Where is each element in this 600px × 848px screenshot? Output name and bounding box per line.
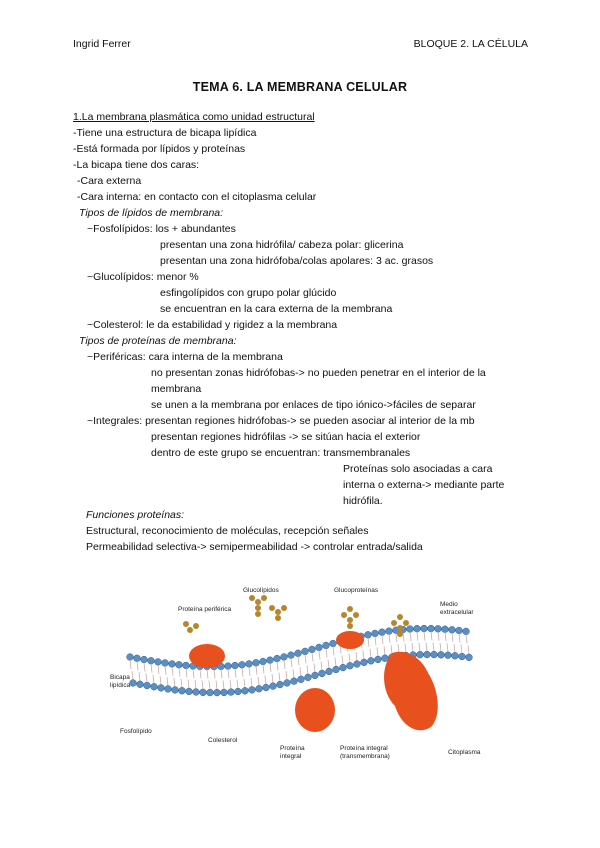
phospholipid-head — [193, 689, 200, 696]
phospholipid-head — [242, 687, 249, 694]
phospholipid-tail — [445, 632, 448, 652]
phospholipid-head — [165, 686, 172, 693]
phospholipid-tail — [144, 663, 147, 683]
phospholipid-head — [340, 664, 347, 671]
phospholipid-head — [375, 656, 382, 663]
label-glucolipidos: Glucolípidos — [243, 587, 279, 594]
glycoprotein-protein — [336, 631, 364, 649]
label-extracelular: extracelular — [440, 609, 474, 616]
phospholipid-head — [438, 651, 445, 658]
phospholipid-head — [435, 625, 442, 632]
phospholipid-head — [424, 651, 431, 658]
phospholipid-head — [274, 655, 281, 662]
label-proteina-integral: Proteína integral — [340, 745, 388, 752]
header-block: BLOQUE 2. LA CÉLULA — [413, 38, 528, 50]
phospholipid-head — [452, 652, 459, 659]
label-proteina: Proteína — [280, 745, 305, 752]
section-heading: 1.La membrana plasmática como unidad estructural — [73, 111, 315, 123]
phospholipid-tail — [417, 632, 420, 652]
phospholipid-head — [179, 687, 186, 694]
phospholipid-head — [134, 655, 141, 662]
label-integral: integral — [280, 753, 302, 760]
text-line: Proteínas solo asociadas a cara — [343, 463, 493, 475]
phospholipid-tail — [319, 650, 322, 670]
phospholipid-head — [288, 652, 295, 659]
phospholipid-head — [309, 646, 316, 653]
subheading-lipids: Tipos de lípidos de membrana: — [79, 207, 224, 219]
phospholipid-tail — [424, 632, 427, 652]
phospholipid-head — [158, 684, 165, 691]
text-line: -Está formada por lípidos y proteínas — [73, 143, 246, 155]
phospholipid-head — [459, 653, 466, 660]
phospholipid-head — [221, 689, 228, 696]
phospholipid-head — [323, 642, 330, 649]
phospholipid-head — [137, 681, 144, 688]
label-fosfolipido: Fosfolípido — [120, 728, 152, 735]
phospholipid-tail — [165, 666, 168, 686]
phospholipid-tail — [298, 656, 301, 676]
phospholipid-head — [253, 659, 260, 666]
phospholipid-head — [382, 655, 389, 662]
phospholipid-tail — [270, 663, 273, 683]
phospholipid-head — [414, 625, 421, 632]
phospholipid-head — [386, 628, 393, 635]
phospholipid-tail — [172, 667, 175, 687]
phospholipid-tail — [179, 668, 182, 688]
phospholipid-head — [235, 688, 242, 695]
label-colesterol: Colesterol — [208, 737, 238, 744]
phospholipid-head — [442, 626, 449, 633]
phospholipid-head — [200, 689, 207, 696]
phospholipid-tail — [410, 632, 413, 652]
subheading-functions: Funciones proteínas: — [86, 509, 185, 521]
phospholipid-head — [183, 662, 190, 669]
phospholipid-head — [127, 654, 134, 661]
phospholipid-tail — [438, 632, 441, 652]
phospholipid-head — [267, 657, 274, 664]
phospholipid-head — [445, 652, 452, 659]
label-medio: Medio — [440, 601, 458, 608]
phospholipid-tail — [130, 660, 133, 680]
phospholipid-head — [319, 670, 326, 677]
phospholipid-head — [239, 661, 246, 668]
phospholipid-head — [172, 687, 179, 694]
text-line: presentan regiones hidrófilas -> se sitúan hacia el exterior — [151, 431, 421, 443]
text-line: -Cara interna: en contacto con el citoplasma celular — [77, 191, 317, 203]
phospholipid-head — [169, 661, 176, 668]
phospholipid-head — [368, 657, 375, 664]
header-author: Ingrid Ferrer — [73, 38, 131, 50]
phospholipid-head — [372, 630, 379, 637]
phospholipid-tail — [158, 665, 161, 685]
phospholipid-head — [130, 680, 137, 687]
phospholipid-tail — [375, 636, 378, 656]
phospholipid-head — [141, 656, 148, 663]
phospholipid-tail — [326, 648, 329, 668]
text-line: ~Colesterol: le da estabilidad y rigidez a la membrana — [87, 319, 338, 331]
phospholipid-head — [281, 654, 288, 661]
phospholipid-head — [312, 672, 319, 679]
phospholipid-tail — [466, 634, 469, 654]
phospholipid-head — [316, 644, 323, 651]
phospholipid-head — [144, 682, 151, 689]
text-line: se encuentran en la cara externa de la membrana — [160, 303, 393, 315]
phospholipid-head — [291, 678, 298, 685]
phospholipid-head — [256, 685, 263, 692]
phospholipid-head — [214, 689, 221, 696]
phospholipid-head — [225, 663, 232, 670]
text-line: Permeabilidad selectiva-> semipermeabilidad -> controlar entrada/salida — [86, 541, 423, 553]
phospholipid-head — [228, 689, 235, 696]
phospholipid-head — [148, 657, 155, 664]
phospholipid-tail — [242, 668, 245, 688]
phospholipid-tail — [151, 664, 154, 684]
phospholipid-head — [270, 683, 277, 690]
phospholipid-head — [354, 661, 361, 668]
phospholipid-head — [151, 683, 158, 690]
label-transmembrana: (transmembrana) — [340, 753, 390, 760]
phospholipid-head — [463, 628, 470, 635]
phospholipid-tail — [382, 635, 385, 655]
phospholipid-head — [326, 668, 333, 675]
phospholipid-head — [260, 658, 267, 665]
phospholipid-head — [162, 660, 169, 667]
text-line: ~Glucolípidos: menor % — [87, 271, 199, 283]
phospholipid-head — [449, 626, 456, 633]
phospholipid-head — [298, 676, 305, 683]
phospholipid-head — [305, 674, 312, 681]
text-line: -Tiene una estructura de bicapa lipídica — [73, 127, 257, 139]
phospholipid-tail — [263, 665, 266, 685]
phospholipid-tail — [193, 669, 196, 689]
transmembrane-protein — [384, 652, 438, 731]
phospholipid-head — [246, 660, 253, 667]
phospholipid-head — [155, 658, 162, 665]
phospholipid-head — [277, 681, 284, 688]
phospholipid-head — [417, 651, 424, 658]
phospholipid-head — [347, 662, 354, 669]
phospholipid-head — [407, 626, 414, 633]
phospholipid-tail — [137, 661, 140, 681]
phospholipid-tail — [249, 667, 252, 687]
phospholipid-tail — [200, 669, 203, 689]
phospholipid-tail — [459, 634, 462, 654]
text-line: -Cara externa — [77, 175, 142, 187]
phospholipid-head — [176, 661, 183, 668]
phospholipid-tail — [284, 660, 287, 680]
text-line: no presentan zonas hidrófobas-> no pueden penetrar en el interior de la — [151, 367, 486, 379]
peripheral-protein — [189, 644, 225, 668]
phospholipid-tail — [305, 654, 308, 674]
phospholipid-tail — [235, 669, 238, 689]
phospholipid-tail — [214, 670, 217, 690]
phospholipid-head — [456, 627, 463, 634]
phospholipid-tail — [228, 669, 231, 689]
text-line: ~Integrales: presentan regiones hidrófobas-> se pueden asociar al interior de la mb — [87, 415, 475, 427]
phospholipid-head — [284, 680, 291, 687]
phospholipid-tail — [403, 633, 406, 653]
label-bicapa: Bicapa — [110, 674, 130, 681]
glycolipid-chains — [183, 595, 287, 633]
text-line: esfingolípidos con grupo polar glúcido — [160, 287, 337, 299]
text-line: dentro de este grupo se encuentran: transmembranales — [151, 447, 411, 459]
integral-protein — [295, 688, 335, 732]
phospholipid-tail — [277, 662, 280, 682]
text-line: hidrófila. — [343, 495, 383, 507]
phospholipid-tail — [368, 638, 371, 658]
phospholipid-tail — [256, 666, 259, 686]
text-line: -La bicapa tiene dos caras: — [73, 159, 200, 171]
page-title: TEMA 6. LA MEMBRANA CELULAR — [192, 80, 408, 94]
membrane-diagram — [110, 578, 510, 778]
phospholipid-head — [421, 625, 428, 632]
subheading-proteins: Tipos de proteínas de membrana: — [79, 335, 237, 347]
phospholipid-tail — [186, 668, 189, 688]
phospholipid-tail — [333, 646, 336, 666]
phospholipid-head — [361, 659, 368, 666]
phospholipid-tail — [431, 632, 434, 652]
phospholipid-head — [186, 688, 193, 695]
phospholipid-head — [295, 650, 302, 657]
phospholipid-head — [232, 662, 239, 669]
phospholipid-head — [379, 629, 386, 636]
text-line: presentan una zona hidrófila/ cabeza polar: glicerina — [160, 239, 404, 251]
label-lipidica: lipídica — [110, 682, 131, 689]
phospholipid-tail — [312, 652, 315, 672]
phospholipid-tail — [389, 634, 392, 654]
phospholipid-head — [431, 651, 438, 658]
phospholipid-head — [263, 684, 270, 691]
phospholipid-head — [333, 666, 340, 673]
text-line: interna o externa-> mediante parte — [343, 479, 505, 491]
phospholipid-head — [365, 631, 372, 638]
text-line: ~Fosfolípidos: los + abundantes — [87, 223, 236, 235]
text-line: presentan una zona hidrófoba/colas apolares: 3 ac. grasos — [160, 255, 434, 267]
phospholipid-tail — [452, 633, 455, 653]
text-line: ~Periféricas: cara interna de la membrana — [87, 351, 283, 363]
phospholipid-head — [330, 640, 337, 647]
label-citoplasma: Citoplasma — [448, 749, 481, 756]
phospholipid-tail — [207, 670, 210, 690]
phospholipid-head — [249, 686, 256, 693]
phospholipid-tail — [291, 658, 294, 678]
phospholipid-tail — [221, 669, 224, 689]
phospholipid-head — [428, 625, 435, 632]
phospholipid-head — [302, 648, 309, 655]
label-proteina-periferica: Proteína periférica — [178, 606, 232, 613]
text-line: Estructural, reconocimiento de moléculas, recepción señales — [86, 525, 369, 537]
text-line: membrana — [151, 383, 202, 395]
phospholipid-head — [207, 689, 214, 696]
text-line: se unen a la membrana por enlaces de tipo iónico->fáciles de separar — [151, 399, 476, 411]
label-glucoproteinas: Glucoproteínas — [334, 587, 379, 594]
phospholipid-head — [466, 654, 473, 661]
